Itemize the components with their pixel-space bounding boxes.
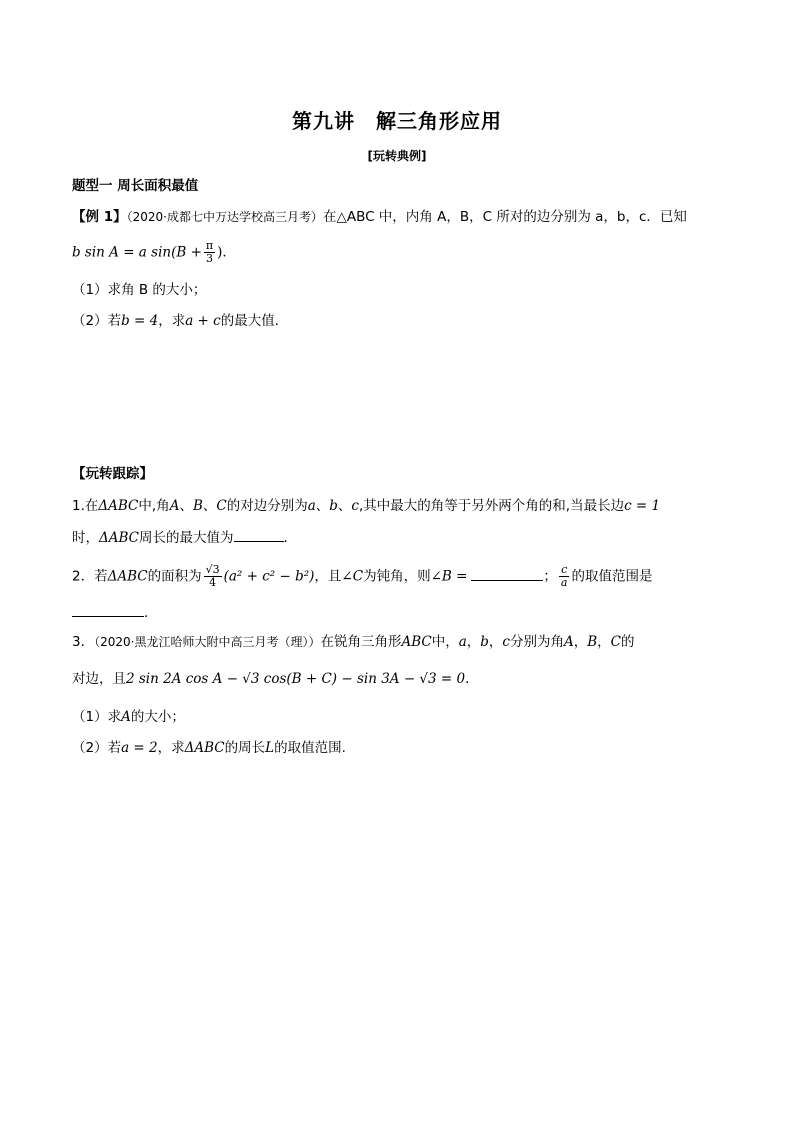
problem-3-line-2: 对边，且2 sin 2A cos A − √3 cos(B + C) − sin 3A − √3 = 0． <box>72 671 479 687</box>
example-1-intro <box>72 207 687 227</box>
answer-blank-2[interactable] <box>471 566 543 581</box>
c-over-a-fraction: $\frac{c}{a}$ <box>560 563 568 589</box>
pi-over-3-fraction: $\frac{\pi}{3}$ <box>205 239 214 265</box>
problem-1-line-2: 时，ΔABC周长的最大值为 ． <box>72 527 297 548</box>
formula-lhs: b sin A = a sin(B + <box>72 244 202 261</box>
example-tag: 【例 1】 <box>72 209 127 225</box>
q2-condition: b = 4 <box>121 313 159 329</box>
formula-end: )． <box>217 244 236 261</box>
problem-2-line-2: ． <box>72 602 158 623</box>
problem-3-source: （2020·黑龙江哈师大附中高三月考（理）） <box>94 635 321 649</box>
section-heading-1: 题型一 周长面积最值 <box>72 178 199 194</box>
answer-blank-3[interactable] <box>72 602 144 617</box>
problem-3-question-1: （1）求A的大小； <box>72 709 185 725</box>
example-text: 在△ABC 中，内角 A，B，C 所对的边分别为 a，b，c．已知 <box>322 209 687 225</box>
problem-2-line-1: 2．若ΔABC的面积为 $\frac{√3}{4}$ (a² + c² − b²)，且∠C为钝角，则∠B = ； $\frac{c}{a}$ 的取值范围是 <box>72 563 653 589</box>
example-1-formula <box>72 240 236 265</box>
example-1-question-2: （2）若b = 4，求a + c的最大值． <box>72 313 289 329</box>
problem-3-line-1: 3．（2020·黑龙江哈师大附中高三月考（理））在锐角三角形ABC中，a，b，c分别为角A，B，C的 <box>72 634 635 650</box>
section-heading-2: 【玩转跟踪】 <box>72 466 153 482</box>
sqrt3-over-4-fraction: $\frac{√3}{4}$ <box>205 563 220 589</box>
example-source: （2020·成都七中万达学校高三月考） <box>126 210 323 224</box>
page-title: 第九讲 解三角形应用 <box>292 109 502 133</box>
problem-3-question-2: （2）若a = 2，求ΔABC的周长L的取值范围. <box>72 740 346 756</box>
problem-3-equation: 2 sin 2A cos A − √3 cos(B + C) − sin 3A − √3 = 0 <box>126 671 466 687</box>
answer-blank-1[interactable] <box>234 527 284 542</box>
page-subtitle: [玩转典例] <box>367 149 427 163</box>
q2-expression: a + c <box>185 313 221 329</box>
example-1-question-1: （1）求角 B 的大小； <box>72 282 207 298</box>
problem-1-line-1: 1.在ΔABC中,角A、B、C的对边分别为a、b、c,其中最大的角等于另外两个角的和,当最长边c = 1 <box>72 498 661 514</box>
